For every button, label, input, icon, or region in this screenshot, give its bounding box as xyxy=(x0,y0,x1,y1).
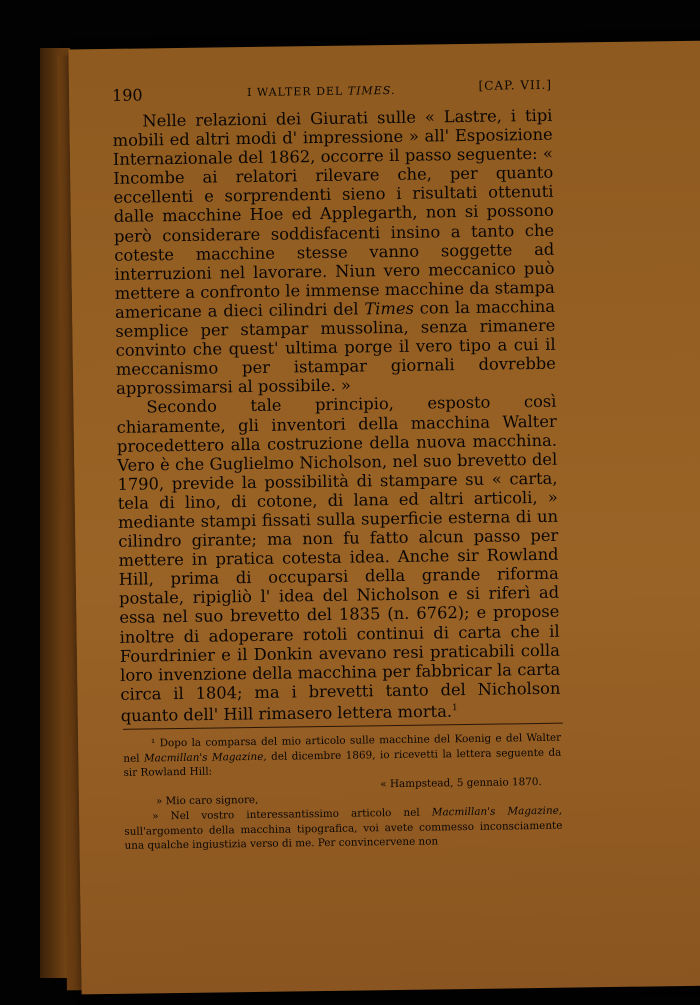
footnote-1: ¹ Dopo la comparsa del mio articolo sulle macchine del Koenig e del Walter nel Macmillan's Magazine, del dicembre 1869, io ricevetti la lettera seguente da sir Rowland Hill: xyxy=(123,731,562,780)
book-page xyxy=(68,41,700,995)
body-text xyxy=(112,106,561,726)
paragraph-2: Secondo tale principio, esposto così chiaramente, gli inventori della macchina Walter procedettero alla costruzione della nuova macchina. Vero è che Guglielmo Nicholson, nel suo brevetto del 1790, previde la possibilità di stampare su « carta, tela di lino, di cotone, di lana ed altri articoli, » mediante stampi fissati sulla superficie esterna di un cilindro girante; ma non fu fatto alcun passo per mettere in pratica cotesta idea. Anche sir Rowland Hill, prima di occuparsi della grande riforma postale, ripigliò l' idea del Nicholson e si riferì ad essa nel suo brevetto del 1835 (n. 6762); e propose inoltre di adoperare rotoli continui di carta che il Fourdrinier e il Donkin avevano resi praticabili colla loro invenzione della macchina per fabbricar la carta circa il 1804; ma i brevetti tanto del Nicholson quanto dell' Hill rimasero lettera morta.$^1$ xyxy=(116,392,561,726)
letter-body: » Nel vostro interessantissimo articolo nel Macmillan's Magazine, sull'argomento della macchina tipografica, voi avete commesso inconsciamente una qualche ingiustizia verso di me. Per convincervene non xyxy=(124,804,563,852)
footnote-ref: 1 xyxy=(451,703,458,714)
page-number: 190 xyxy=(111,85,143,105)
running-head xyxy=(112,78,552,108)
running-title: I WALTER DEL TIMES. xyxy=(246,83,396,100)
footnotes xyxy=(123,731,563,854)
paragraph-1: Nelle relazioni dei Giurati sulle « Lastre, i tipi mobili ed altri modi d' impressione » all' Esposizione Internazionale del 1862, occorre il passo seguente: « Incombe ai relatori rilevare che, per quanto eccellenti e sorprendenti sieno i risultati ottenuti dalle macchine Hoe ed Applegarth, non si possono però considerare soddisfacenti insino a tanto che coteste macchine stesse vanno soggette ad interruzioni nel lavorare. Niun vero meccanico può mettere a confronto le immense macchine da stampa americane a dieci cilindri del Times con la macchina semplice per stampar mussolina, senza rimanere convinto che quest' ultima porge il vero tipo a cui il meccanismo per istampar giornali dovrebbe approssimarsi al possibile. » xyxy=(112,105,556,399)
letter-date: « Hampstead, 5 gennaio 1870. xyxy=(380,775,542,791)
letter-salutation: » Mio caro signore, xyxy=(155,794,259,808)
chapter-label: [CAP. VII.] xyxy=(478,77,553,93)
